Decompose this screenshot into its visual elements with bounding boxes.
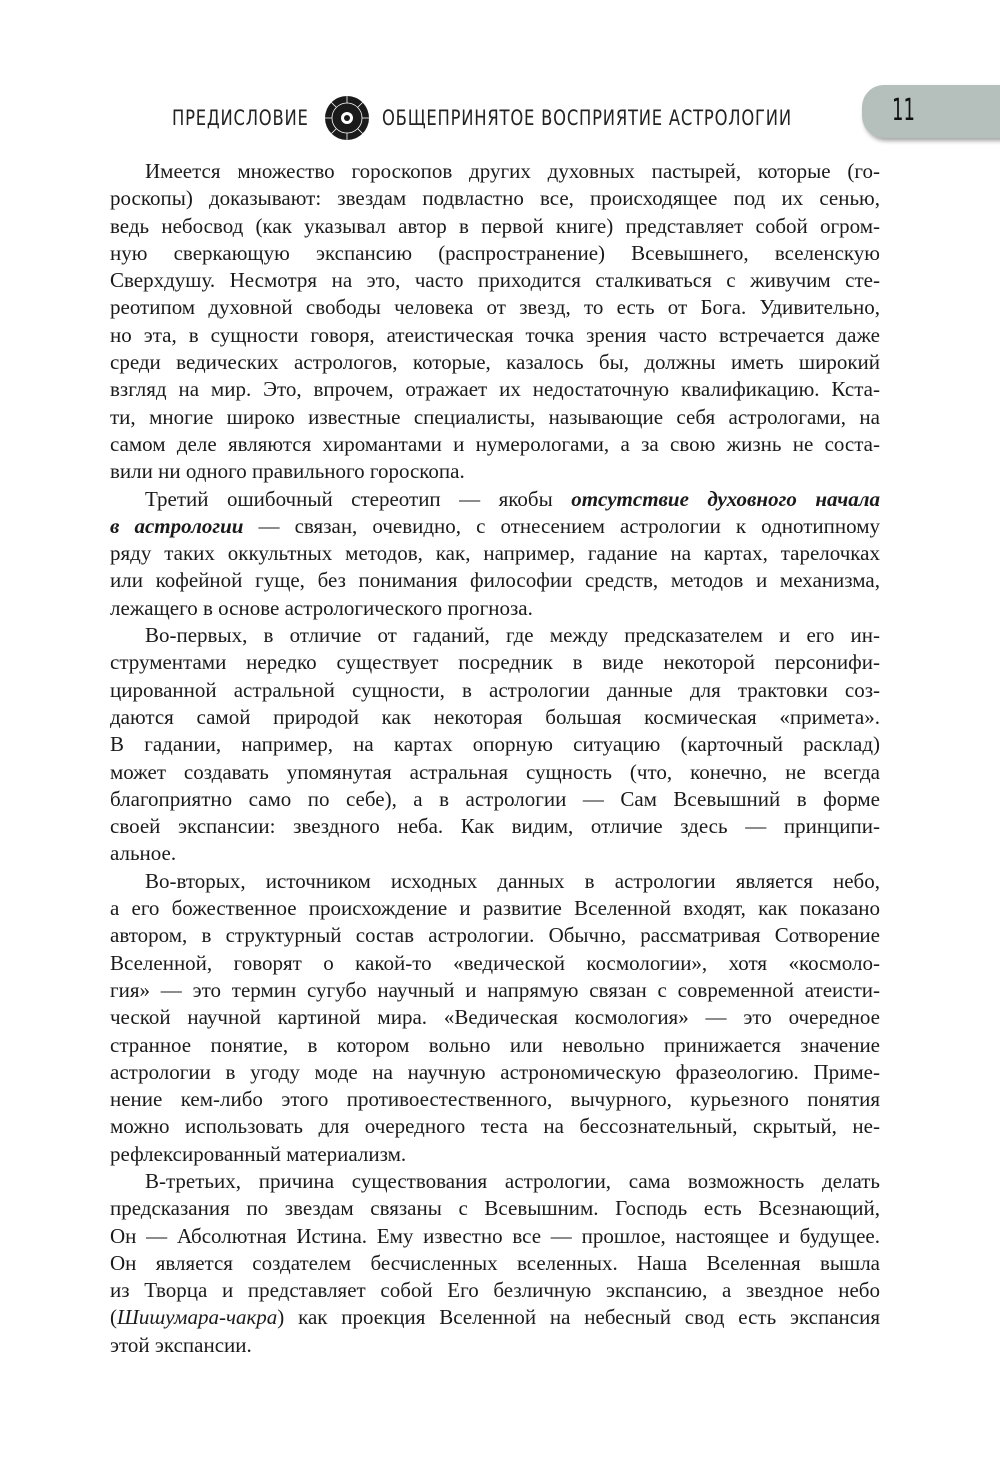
paragraph (110, 622, 880, 868)
paragraph (110, 868, 880, 1168)
text-run: В-третьих, причина существования астрологии, сама возможность делать (145, 1168, 880, 1193)
text-line (110, 895, 880, 922)
text-line (110, 1113, 880, 1140)
text-run: благоприятно само по себе), а в астрологии — Сам Всевышний в форме (110, 786, 880, 811)
text-line (110, 540, 880, 567)
text-run: или кофейной гуще, без понимания философии средств, методов и механизма, (110, 568, 880, 593)
text-line (110, 267, 880, 294)
text-line (110, 294, 880, 321)
text-line (110, 649, 880, 676)
text-run: роскопы) доказывают: звездам подвластно все, происходящее под их сенью, (110, 186, 880, 211)
text-run: астрологии в угоду моде на научную астрономическую фразеологию. Приме- (110, 1059, 880, 1084)
text-line (110, 677, 880, 704)
text-line (110, 376, 880, 403)
text-run: цированной астральной сущности, в астрологии данные для трактовки соз- (110, 677, 880, 702)
text-line (110, 486, 880, 513)
text-run: этой экспансии. (110, 1332, 252, 1357)
text-run: взгляд на мир. Это, впрочем, отражает их недостаточную квалификацию. Кста- (110, 377, 880, 402)
text-run: В гадании, например, на картах опорную ситуацию (карточный расклад) (110, 732, 880, 757)
text-run: но эта, в сущности говоря, атеистическая точка зрения часто встречается даже (110, 322, 880, 347)
text-line (110, 1277, 880, 1304)
text-line (110, 759, 880, 786)
text-run: автором, в структурный состав астрологии. Обычно, рассматривая Сотворение (110, 923, 880, 948)
text-run: Во-первых, в отличие от гаданий, где между предсказателем и его ин- (145, 623, 880, 648)
page-number-tab (862, 85, 1000, 138)
text-line (110, 1059, 880, 1086)
text-run: вили ни одного правильного гороскопа. (110, 459, 465, 484)
text-line (110, 431, 880, 458)
page-number: 11 (892, 93, 915, 128)
emphasis-text: отсутствие духовного начала (571, 486, 880, 511)
text-run: можно использовать для очередного теста на бессознательный, скрытый, не- (110, 1114, 880, 1139)
text-run: предсказания по звездам связаны с Всевышним. Господь есть Всезнающий, (110, 1196, 880, 1221)
text-line (110, 786, 880, 813)
text-line (110, 1223, 880, 1250)
text-run: Вселенной, говорят о какой-то «ведической космологии», хотя «космоло- (110, 950, 880, 975)
text-run: странное понятие, в котором вольно или невольно принижается значение (110, 1032, 880, 1057)
header-section-title: ПРЕДИСЛОВИЕ (172, 106, 309, 130)
text-run: ( (110, 1305, 117, 1330)
text-line (110, 1032, 880, 1059)
text-run: Имеется множество гороскопов других духовных пастырей, которые (го- (145, 159, 880, 183)
text-line (110, 567, 880, 594)
text-run: нение кем-либо этого противоестественного, вычурного, курьезного понятия (110, 1087, 880, 1112)
text-run: ческой научной картиной мира. «Ведическая космология» — это очередное (110, 1005, 880, 1030)
text-line (110, 840, 880, 867)
text-line (110, 813, 880, 840)
text-run: своей экспансии: звездного неба. Как видим, отличие здесь — принципи- (110, 814, 880, 839)
text-run: альное. (110, 841, 177, 866)
text-run: среди ведических астрологов, которые, казалось бы, должны иметь широкий (110, 350, 880, 375)
paragraph (110, 1168, 880, 1359)
text-run: даются самой природой как некоторая большая космическая «примета». (110, 704, 880, 729)
text-run: Сверхдушу. Несмотря на это, часто приходится сталкиваться с живучим сте- (110, 268, 880, 293)
emphasis-text: в астрологии (110, 513, 244, 538)
paragraph (110, 486, 880, 622)
text-line (110, 1004, 880, 1031)
text-line (110, 185, 880, 212)
body-text (110, 158, 880, 1359)
text-line (110, 731, 880, 758)
text-run: может создавать упомянутая астральная сущность (что, конечно, не всегда (110, 759, 880, 784)
running-header (172, 100, 812, 136)
text-run: самом деле являются хиромантами и нумерологами, а за свою жизнь не соста- (110, 431, 880, 456)
zodiac-wheel-icon (324, 95, 370, 141)
text-run: Во-вторых, источником исходных данных в астрологии является небо, (145, 868, 880, 893)
text-line (110, 1086, 880, 1113)
text-run: ) как проекция Вселенной на небесный свод есть экспансия (277, 1305, 880, 1330)
text-line (110, 977, 880, 1004)
text-line (110, 240, 880, 267)
text-run: ти, многие широко известные специалисты, называющие себя астрологами, на (110, 404, 880, 429)
text-line (110, 704, 880, 731)
text-run: Он является создателем бесчисленных вселенных. Наша Вселенная вышла (110, 1250, 880, 1275)
text-line (110, 404, 880, 431)
text-line (110, 1332, 880, 1359)
text-run: — связан, очевидно, с отнесением астрологии к однотипному (243, 513, 880, 538)
text-line (110, 950, 880, 977)
text-run: Он — Абсолютная Истина. Ему известно все — прошлое, настоящее и будущее. (110, 1223, 880, 1248)
text-line (110, 1304, 880, 1331)
text-run: из Творца и представляет собой Его безличную экспансию, а звездное небо (110, 1278, 880, 1303)
text-run: а его божественное происхождение и развитие Вселенной входят, как показано (110, 896, 880, 921)
text-run: ряду таких оккультных методов, как, например, гадание на картах, тарелочках (110, 541, 880, 566)
text-run: рефлексированный материализм. (110, 1141, 407, 1166)
text-run: реотипом духовной свободы человека от звезд, то есть от Бога. Удивительно, (110, 295, 880, 320)
text-line (110, 322, 880, 349)
text-line (110, 868, 880, 895)
text-line (110, 1195, 880, 1222)
text-line (110, 513, 880, 540)
text-line (110, 158, 880, 185)
text-line (110, 458, 880, 485)
text-line (110, 349, 880, 376)
text-line (110, 1141, 880, 1168)
text-line (110, 1250, 880, 1277)
text-line (110, 622, 880, 649)
paragraph (110, 158, 880, 486)
text-run: гия» — это термин сугубо научный и напрямую связан с современной атеисти- (110, 977, 880, 1002)
header-chapter-title: ОБЩЕПРИНЯТОЕ ВОСПРИЯТИЕ АСТРОЛОГИИ (382, 106, 792, 130)
text-line (110, 213, 880, 240)
text-run: ную сверкающую экспансию (распространение) Всевышнего, вселенскую (110, 240, 880, 265)
text-run: струментами нередко существует посредник в виде некоторой персонифи- (110, 650, 880, 675)
text-run: ведь небосвод (как указывал автор в первой книге) представляет собой огром- (110, 213, 880, 238)
text-run: Третий ошибочный стереотип — якобы (145, 486, 572, 511)
text-line (110, 595, 880, 622)
text-line (110, 922, 880, 949)
text-line (110, 1168, 880, 1195)
emphasis-text: Шишумара-чакра (117, 1305, 278, 1330)
text-run: лежащего в основе астрологического прогноза. (110, 595, 533, 620)
